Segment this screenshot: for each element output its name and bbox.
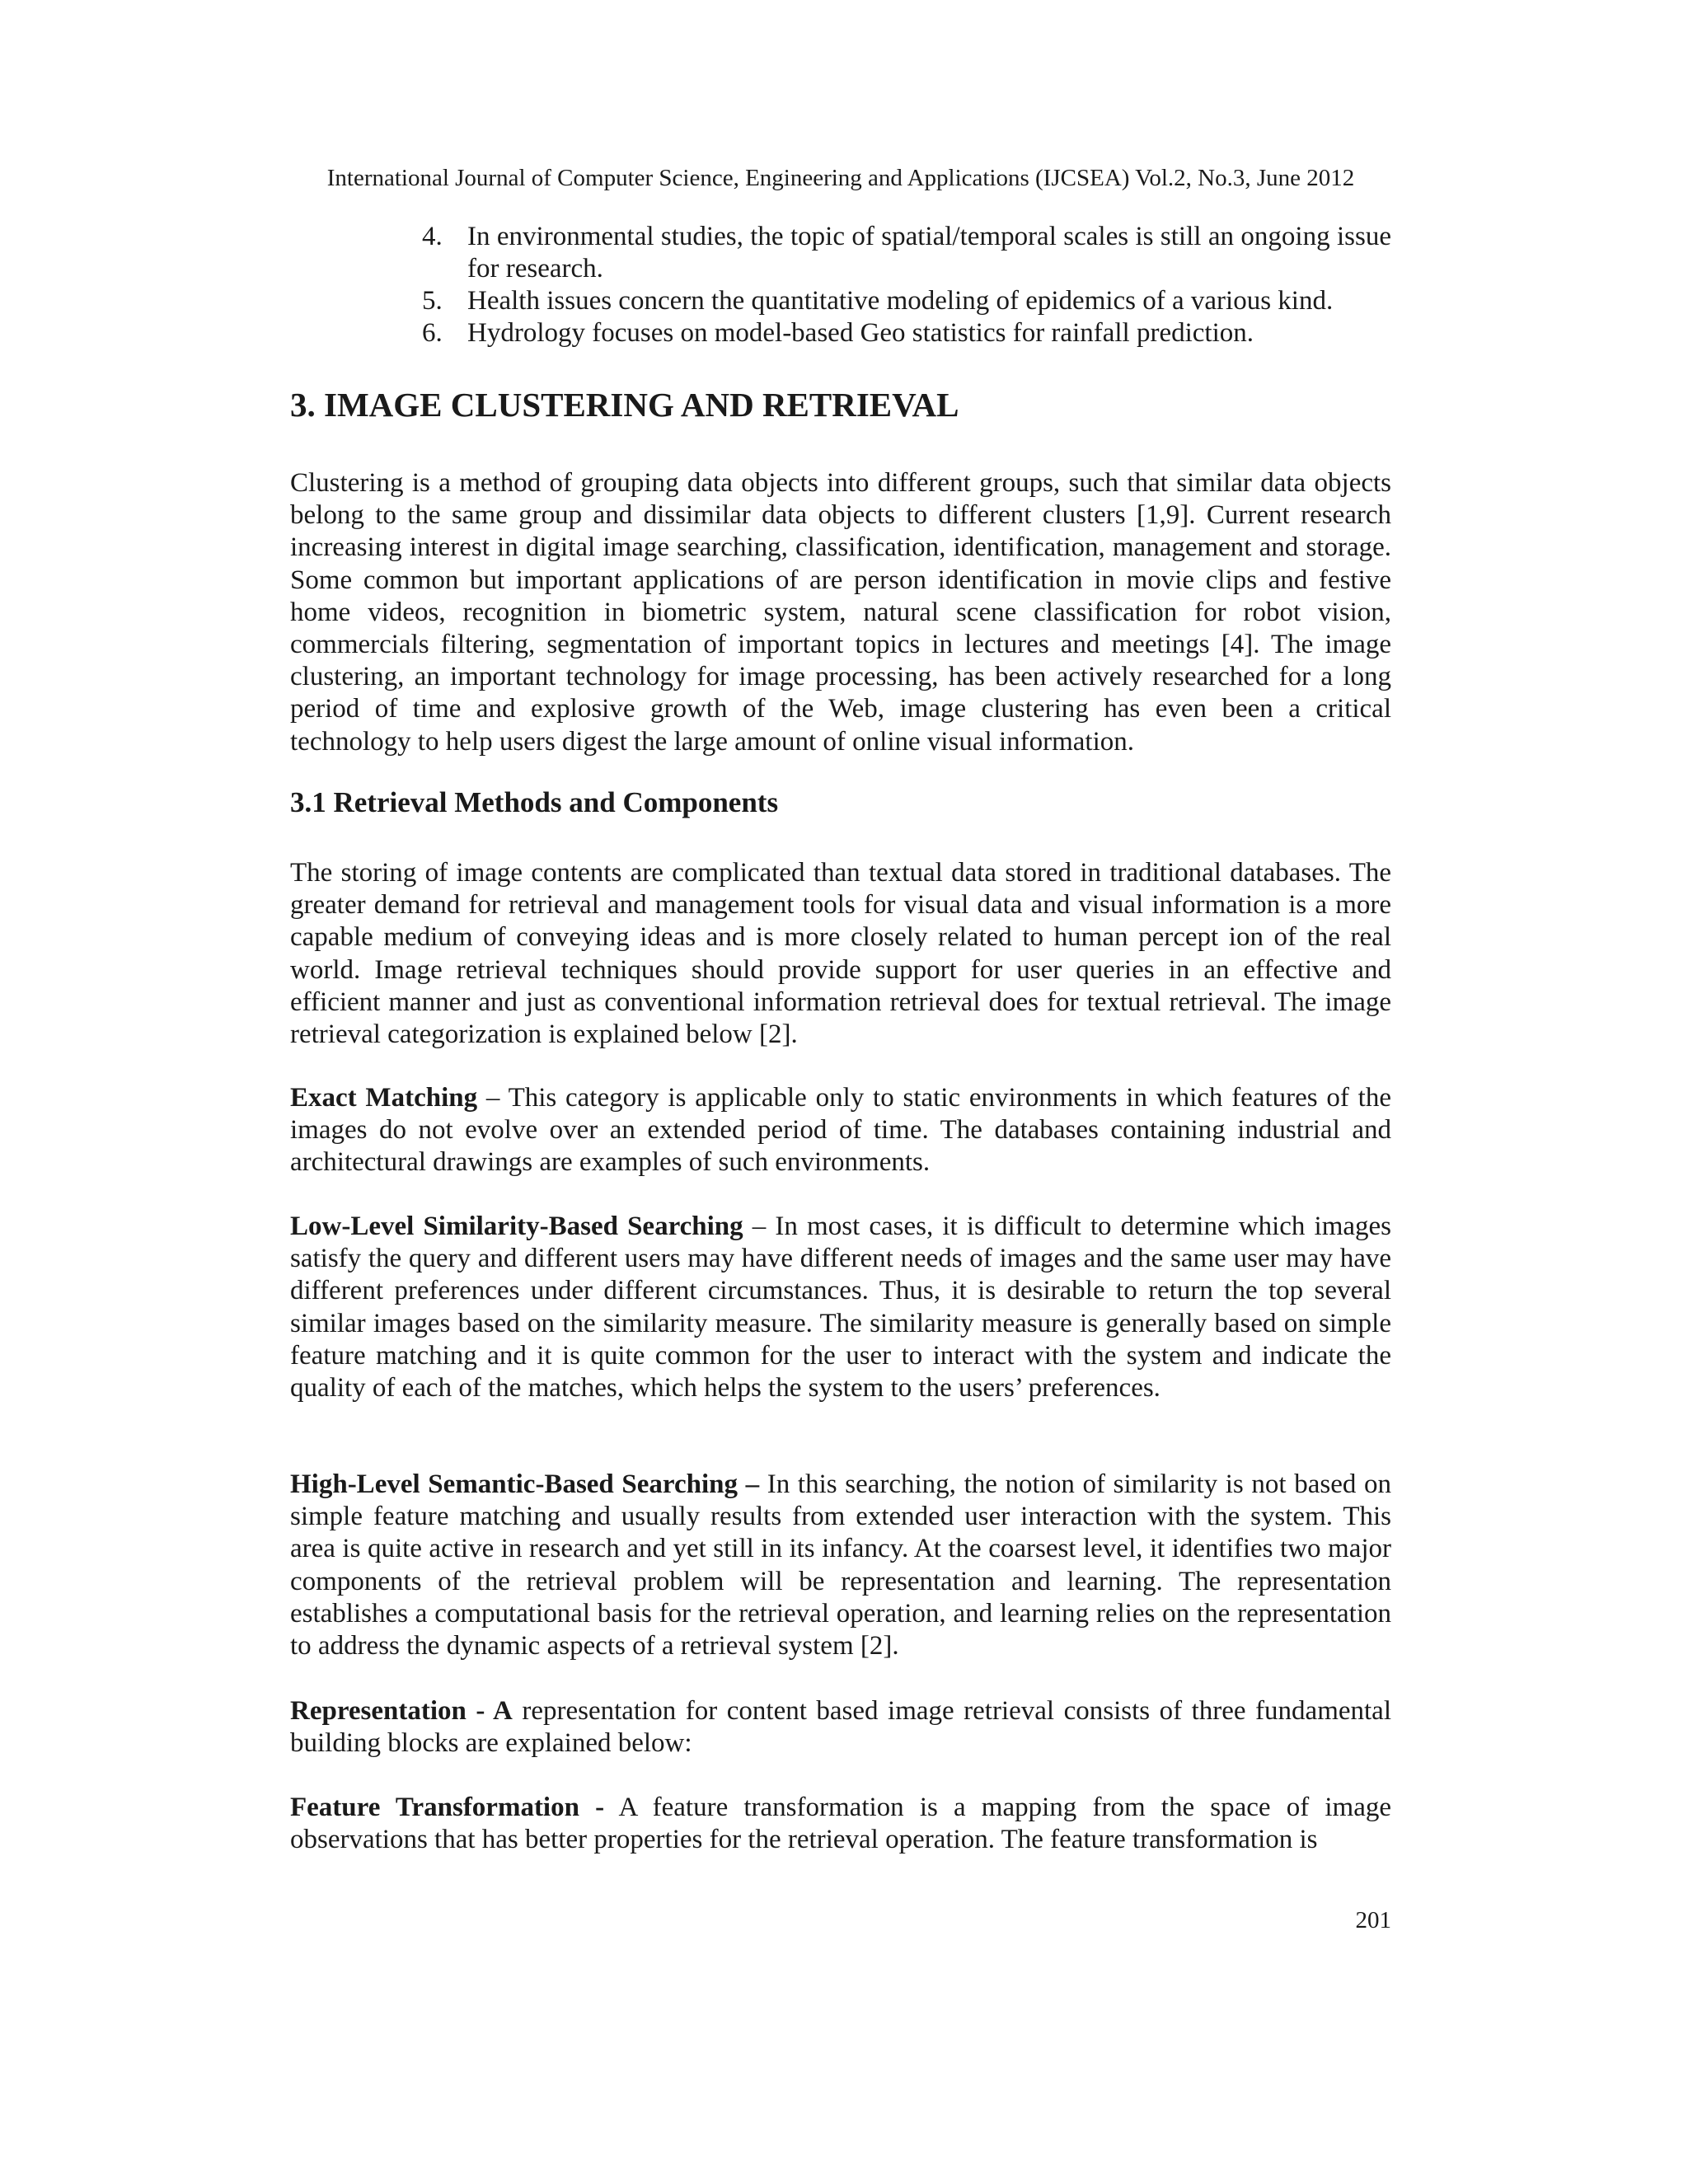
list-item-text: Hydrology focuses on model-based Geo statistics for rainfall prediction. — [467, 318, 1254, 348]
representation-paragraph — [290, 1695, 1391, 1760]
running-header: International Journal of Computer Science, Engineering and Applications (IJCSEA) Vol.2, No.3, June 2012 — [326, 165, 1355, 191]
high-level-searching-paragraph — [290, 1469, 1391, 1662]
section-intro-paragraph: Clustering is a method of grouping data objects into different groups, such that similar data objects belong to the same group and dissimilar data objects to different clusters [1,9]. Current research increasing interest in digital image searching, classification, identification, management and storage. Some common but important applications of are person identification in movie clips and festive home videos, recognition in biometric system, natural scene classification for robot vision, commercials filtering, segmentation of important topics in lectures and meetings [4]. The image clustering, an important technology for image processing, has been actively researched for a long period of time and explosive growth of the Web, image clustering has even been a critical technology to help users digest the large amount of online visual information. — [290, 468, 1391, 757]
list-item-text: In environmental studies, the topic of spatial/temporal scales is still an ongoing issue for research. — [467, 222, 1391, 284]
list-item — [290, 221, 1391, 285]
list-item — [290, 317, 1391, 349]
list-item-number: 5. — [422, 286, 443, 316]
subsection-intro-paragraph: The storing of image contents are complicated than textual data stored in traditional databases. The greater demand for retrieval and management tools for visual data and visual information is a more capable medium of conveying ideas and is more closely related to human percept ion of the real world. Image retrieval techniques should provide support for user queries in an effective and efficient manner and just as conventional information retrieval does for textual retrieval. The image retrieval categorization is explained below [2]. — [290, 858, 1391, 1050]
list-item-text: Health issues concern the quantitative modeling of epidemics of a various kind. — [467, 286, 1334, 316]
section-heading: 3. IMAGE CLUSTERING AND RETRIEVAL — [290, 386, 959, 424]
low-level-searching-paragraph — [290, 1211, 1391, 1404]
high-level-searching-term: High-Level Semantic-Based Searching – — [290, 1469, 760, 1499]
numbered-list — [290, 221, 1391, 349]
high-level-searching-text: In this searching, the notion of similarity is not based on simple feature matching and usually results from extended user interaction with the system. This area is quite active in research and yet still in its infancy. At the coarsest level, it identifies two major components of the retrieval problem will be representation and learning. The representation establishes a computational basis for the retrieval operation, and learning relies on the representation to address the dynamic aspects of a retrieval system [2]. — [290, 1469, 1391, 1661]
list-item-number: 6. — [422, 318, 443, 348]
feature-transformation-text: A feature transformation is a mapping from the space of image observations that has better properties for the retrieval operation. The feature transformation is — [290, 1793, 1391, 1855]
exact-matching-term: Exact Matching — [290, 1083, 478, 1113]
page-number: 201 — [1355, 1907, 1391, 1933]
feature-transformation-paragraph — [290, 1792, 1391, 1856]
list-item — [290, 285, 1391, 317]
low-level-searching-term: Low-Level Similarity-Based Searching — [290, 1212, 743, 1241]
exact-matching-paragraph — [290, 1082, 1391, 1179]
feature-transformation-term: Feature Transformation - — [290, 1793, 605, 1822]
exact-matching-text: – This category is applicable only to static environments in which features of the images do not evolve over an extended period of time. The databases containing industrial and architectural drawings are examples of such environments. — [290, 1083, 1391, 1178]
subsection-heading: 3.1 Retrieval Methods and Components — [290, 786, 779, 818]
representation-text: representation for content based image retrieval consists of three fundamental building blocks are explained below: — [290, 1696, 1391, 1759]
list-item-number: 4. — [422, 222, 443, 251]
low-level-searching-text: – In most cases, it is difficult to determine which images satisfy the query and different users may have different needs of images and the same user may have different preferences under different circumstances. Thus, it is desirable to return the top several similar images based on the similarity measure. The similarity measure is generally based on simple feature matching and it is quite common for the user to interact with the system and indicate the quality of each of the matches, which helps the system to the users’ preferences. — [290, 1212, 1391, 1404]
representation-term: Representation - A — [290, 1696, 513, 1726]
